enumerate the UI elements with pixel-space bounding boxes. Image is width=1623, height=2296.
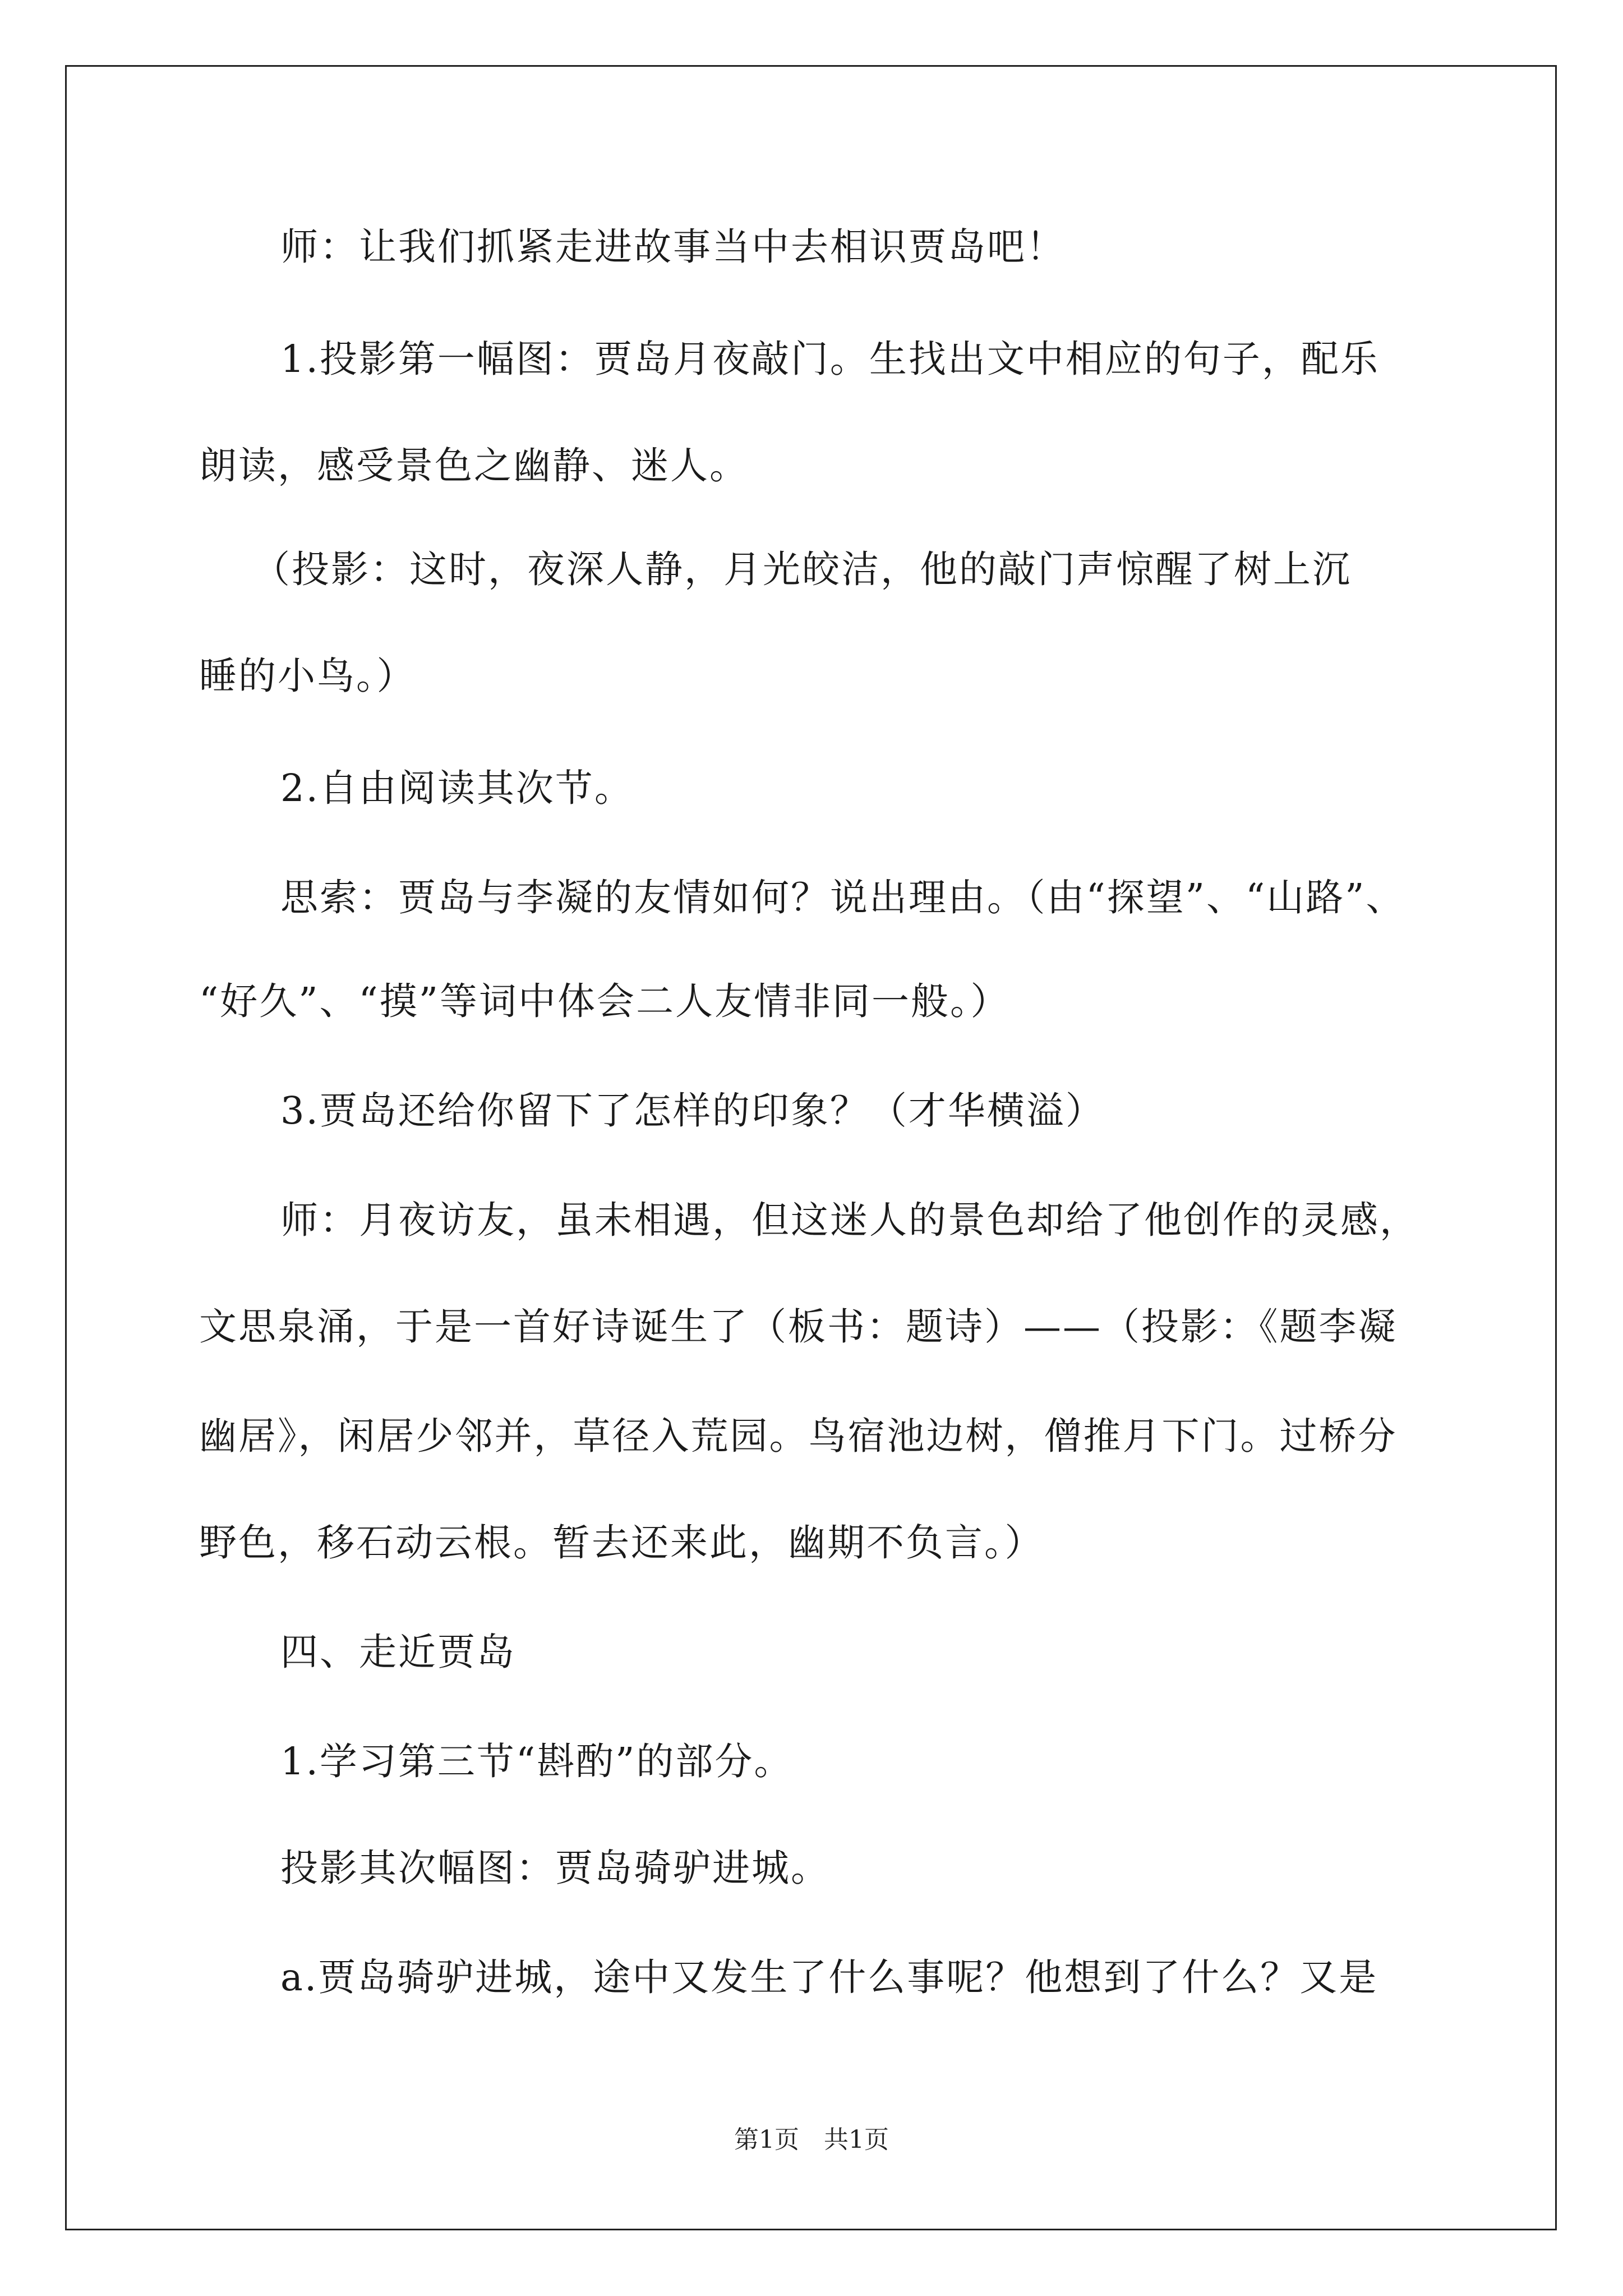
text-line: 睡的小鸟。） (199, 654, 416, 698)
text-line: 文思泉涌，于是一首好诗诞生了（板书：题诗）——（投影：《题李凝 (199, 1305, 1398, 1349)
text-line: 四、走近贾岛 (280, 1630, 516, 1674)
text-line: 1.学习第三节“斟酌”的部分。 (280, 1740, 794, 1783)
text-line: a.贾岛骑驴进城，途中又发生了什么事呢？他想到了什么？又是 (280, 1955, 1378, 1999)
text-line: （投影：这时，夜深人静，月光皎洁，他的敲门声惊醒了树上沉 (252, 547, 1352, 591)
text-line: 野色，移石动云根。暂去还来此，幽期不负言。） (199, 1521, 1044, 1565)
text-line: 3.贾岛还给你留下了怎样的印象？（才华横溢） (280, 1089, 1105, 1133)
page-footer: 第1页 共1页 (734, 2125, 889, 2154)
text-line: 1.投影第一幅图：贾岛月夜敲门。生找出文中相应的句子，配乐 (280, 337, 1380, 381)
text-line: 师：月夜访友，虽未相遇，但这迷人的景色却给了他创作的灵感， (280, 1198, 1419, 1242)
text-line: 投影其次幅图：贾岛骑驴进城。 (280, 1846, 830, 1890)
text-line: 2.自由阅读其次节。 (280, 766, 634, 810)
page-border (65, 65, 1557, 2230)
text-line: 朗读，感受景色之幽静、迷人。 (199, 444, 749, 487)
text-line: 幽居》，闲居少邻并，草径入荒园。鸟宿池边树，僧推月下门。过桥分 (199, 1414, 1398, 1458)
text-line: 思索：贾岛与李凝的友情如何？说出理由。（由“探望”、“山路”、 (280, 876, 1405, 919)
text-line: “好久”、“摸”等词中体会二人友情非同一般。） (199, 979, 1010, 1023)
text-line: 师：让我们抓紧走进故事当中去相识贾岛吧！ (280, 225, 1066, 269)
